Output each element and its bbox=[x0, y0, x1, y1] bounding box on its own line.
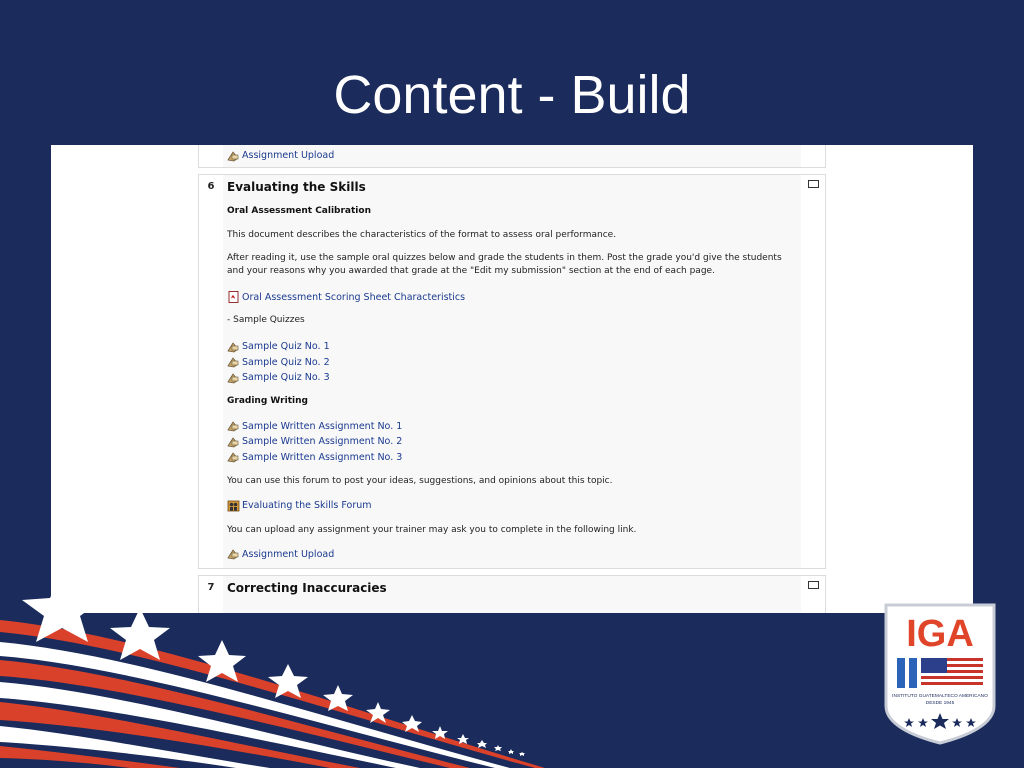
section-number: 7 bbox=[207, 582, 215, 593]
written-assignment-link-1[interactable]: Sample Written Assignment No. 1 bbox=[227, 419, 797, 435]
stripes bbox=[0, 620, 545, 768]
section-6 bbox=[198, 174, 826, 570]
logo-wordmark: IGA bbox=[906, 613, 974, 655]
sample-quizzes-label: - Sample Quizzes bbox=[227, 315, 305, 325]
section-title: Correcting Inaccuracies bbox=[227, 581, 387, 595]
oral-description: This document describes the characteristics of the format to assess oral performance. bbox=[227, 229, 617, 240]
forum-description: You can use this forum to post your ideas, suggestions, and opinions about this topic. bbox=[227, 476, 613, 486]
assignment-icon bbox=[227, 150, 240, 162]
assignment-icon bbox=[227, 420, 240, 432]
oral-instructions: After reading it, use the sample oral quizzes below and grade the students in them. Post the grade you'd give the students and your reasons why you awarded that grade at the "Edit my submission" section at the end of each page. bbox=[227, 252, 782, 276]
section-number: 6 bbox=[207, 180, 215, 192]
pdf-icon bbox=[227, 291, 240, 303]
section-7 bbox=[198, 575, 826, 613]
oral-assessment-heading: Oral Assessment Calibration bbox=[227, 205, 371, 216]
course-page-screenshot bbox=[51, 145, 973, 613]
sample-quiz-link-1[interactable]: Sample Quiz No. 1 bbox=[227, 339, 797, 355]
assignment-icon bbox=[227, 548, 240, 560]
written-assignment-link-2[interactable]: Sample Written Assignment No. 2 bbox=[227, 434, 797, 450]
sample-quiz-link-3[interactable]: Sample Quiz No. 3 bbox=[227, 370, 797, 386]
assignment-icon bbox=[227, 372, 240, 384]
quiz-links bbox=[227, 339, 797, 386]
logo-caption-year: DESDE 1945 bbox=[925, 701, 955, 706]
assignment-icon bbox=[227, 451, 240, 463]
sample-quiz-link-2[interactable]: Sample Quiz No. 2 bbox=[227, 355, 797, 371]
section-5-tail bbox=[198, 145, 826, 168]
written-assignment-link-3[interactable]: Sample Written Assignment No. 3 bbox=[227, 450, 797, 466]
section-toggle-icon[interactable] bbox=[808, 180, 819, 188]
assignment-icon bbox=[227, 341, 240, 353]
slide-title: Content - Build bbox=[333, 65, 691, 125]
forum-icon bbox=[227, 500, 240, 512]
assignment-icon bbox=[227, 356, 240, 368]
logo-caption: INSTITUTO GUATEMALTECO AMERICANO bbox=[892, 694, 988, 699]
assignment-upload-link[interactable]: Assignment Upload bbox=[227, 547, 797, 563]
section-toggle-icon[interactable] bbox=[808, 581, 819, 589]
written-assignment-links bbox=[227, 419, 797, 466]
scoring-sheet-link[interactable]: Oral Assessment Scoring Sheet Characteristics bbox=[227, 290, 797, 306]
grading-writing-heading: Grading Writing bbox=[227, 395, 308, 406]
forum-link[interactable]: Evaluating the Skills Forum bbox=[227, 498, 797, 514]
upload-description: You can upload any assignment your trainer may ask you to complete in the following link. bbox=[227, 524, 637, 535]
assignment-icon bbox=[227, 436, 240, 448]
section-title: Evaluating the Skills bbox=[227, 179, 366, 194]
assignment-upload-link-top[interactable]: Assignment Upload bbox=[227, 148, 797, 164]
course-content bbox=[198, 145, 826, 613]
iga-logo bbox=[883, 602, 997, 746]
